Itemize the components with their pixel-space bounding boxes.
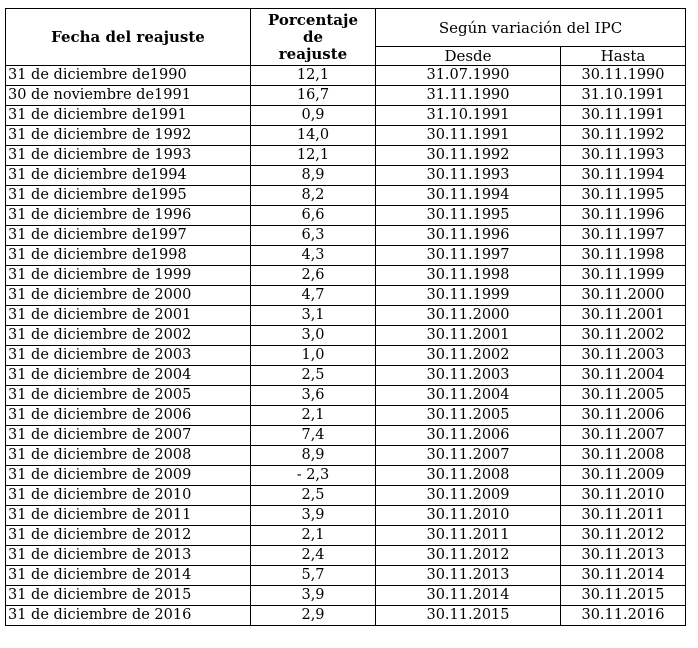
- cell-fecha: 31 de diciembre de 2015: [6, 586, 251, 606]
- cell-hasta: 30.11.1993: [561, 146, 686, 166]
- cell-porcentaje: 8,9: [251, 446, 376, 466]
- cell-desde: 31.11.1990: [376, 86, 561, 106]
- cell-hasta: 30.11.2001: [561, 306, 686, 326]
- cell-desde: 30.11.2003: [376, 366, 561, 386]
- cell-hasta: 30.11.2004: [561, 366, 686, 386]
- cell-hasta: 30.11.1996: [561, 206, 686, 226]
- cell-porcentaje: 2,5: [251, 366, 376, 386]
- cell-hasta: 30.11.1998: [561, 246, 686, 266]
- cell-hasta: 30.11.1995: [561, 186, 686, 206]
- cell-fecha: 31 de diciembre de1991: [6, 106, 251, 126]
- cell-desde: 30.11.2001: [376, 326, 561, 346]
- cell-porcentaje: 8,2: [251, 186, 376, 206]
- table-body: [6, 66, 686, 626]
- cell-porcentaje: 2,6: [251, 266, 376, 286]
- header-desde: Desde: [376, 47, 561, 66]
- cell-porcentaje: 8,9: [251, 166, 376, 186]
- cell-desde: 30.11.1991: [376, 126, 561, 146]
- cell-porcentaje: 3,1: [251, 306, 376, 326]
- cell-fecha: 31 de diciembre de1994: [6, 166, 251, 186]
- cell-porcentaje: 3,0: [251, 326, 376, 346]
- cell-desde: 30.11.2015: [376, 606, 561, 626]
- cell-desde: 30.11.2011: [376, 526, 561, 546]
- cell-desde: 30.11.2007: [376, 446, 561, 466]
- cell-porcentaje: 3,9: [251, 506, 376, 526]
- header-hasta: Hasta: [561, 47, 686, 66]
- cell-hasta: 30.11.2002: [561, 326, 686, 346]
- cell-desde: 30.11.1994: [376, 186, 561, 206]
- cell-porcentaje: 4,3: [251, 246, 376, 266]
- header-porcentaje-line2: de: [302, 27, 324, 46]
- cell-hasta: 30.11.2010: [561, 486, 686, 506]
- cell-porcentaje: 12,1: [251, 66, 376, 86]
- cell-hasta: 30.11.2016: [561, 606, 686, 626]
- cell-desde: 30.11.2005: [376, 406, 561, 426]
- cell-fecha: 31 de diciembre de 2013: [6, 546, 251, 566]
- table-row: [6, 226, 686, 246]
- table-row: [6, 106, 686, 126]
- table-row: [6, 446, 686, 466]
- table-row: [6, 526, 686, 546]
- cell-fecha: 31 de diciembre de 2010: [6, 486, 251, 506]
- cell-porcentaje: 1,0: [251, 346, 376, 366]
- cell-porcentaje: 12,1: [251, 146, 376, 166]
- table-row: [6, 406, 686, 426]
- cell-fecha: 31 de diciembre de 2008: [6, 446, 251, 466]
- cell-hasta: 30.11.2012: [561, 526, 686, 546]
- cell-porcentaje: 4,7: [251, 286, 376, 306]
- table-row: [6, 126, 686, 146]
- cell-hasta: 30.11.2013: [561, 546, 686, 566]
- table-row: [6, 326, 686, 346]
- cell-fecha: 31 de diciembre de 2011: [6, 506, 251, 526]
- cell-hasta: 30.11.2015: [561, 586, 686, 606]
- cell-fecha: 31 de diciembre de 2002: [6, 326, 251, 346]
- table-row: [6, 206, 686, 226]
- cell-porcentaje: 2,5: [251, 486, 376, 506]
- cell-desde: 30.11.2012: [376, 546, 561, 566]
- table-row: [6, 66, 686, 86]
- cell-hasta: 30.11.1997: [561, 226, 686, 246]
- table-row: [6, 606, 686, 626]
- cell-fecha: 31 de diciembre de 2016: [6, 606, 251, 626]
- cell-porcentaje: 6,6: [251, 206, 376, 226]
- header-fecha: Fecha del reajuste: [6, 9, 251, 66]
- cell-fecha: 31 de diciembre de 1993: [6, 146, 251, 166]
- cell-porcentaje: 6,3: [251, 226, 376, 246]
- cell-desde: 30.11.2014: [376, 586, 561, 606]
- table-row: [6, 186, 686, 206]
- table-row: [6, 586, 686, 606]
- table-row: [6, 566, 686, 586]
- header-row-top: [6, 9, 686, 47]
- cell-desde: 30.11.2008: [376, 466, 561, 486]
- header-porcentaje: [251, 9, 376, 66]
- cell-fecha: 31 de diciembre de 2004: [6, 366, 251, 386]
- cell-hasta: 30.11.2007: [561, 426, 686, 446]
- cell-porcentaje: 2,4: [251, 546, 376, 566]
- cell-porcentaje: 2,9: [251, 606, 376, 626]
- cell-hasta: 30.11.1990: [561, 66, 686, 86]
- cell-hasta: 30.11.2011: [561, 506, 686, 526]
- table-row: [6, 306, 686, 326]
- cell-fecha: 30 de noviembre de1991: [6, 86, 251, 106]
- cell-fecha: 31 de diciembre de1990: [6, 66, 251, 86]
- cell-desde: 30.11.2000: [376, 306, 561, 326]
- cell-desde: 30.11.1999: [376, 286, 561, 306]
- table-header: [6, 9, 686, 66]
- cell-porcentaje: 3,6: [251, 386, 376, 406]
- cell-fecha: 31 de diciembre de 2007: [6, 426, 251, 446]
- cell-fecha: 31 de diciembre de 1992: [6, 126, 251, 146]
- table-row: [6, 486, 686, 506]
- cell-desde: 30.11.1996: [376, 226, 561, 246]
- table-row: [6, 426, 686, 446]
- cell-hasta: 30.11.1994: [561, 166, 686, 186]
- reajuste-table: [5, 8, 686, 626]
- cell-hasta: 30.11.1991: [561, 106, 686, 126]
- table-row: [6, 386, 686, 406]
- cell-hasta: 30.11.2000: [561, 286, 686, 306]
- cell-desde: 30.11.1992: [376, 146, 561, 166]
- cell-porcentaje: 2,1: [251, 406, 376, 426]
- cell-fecha: 31 de diciembre de 2014: [6, 566, 251, 586]
- cell-desde: 30.11.1995: [376, 206, 561, 226]
- cell-desde: 31.07.1990: [376, 66, 561, 86]
- cell-porcentaje: 5,7: [251, 566, 376, 586]
- cell-desde: 30.11.1998: [376, 266, 561, 286]
- cell-desde: 30.11.2013: [376, 566, 561, 586]
- cell-hasta: 30.11.2006: [561, 406, 686, 426]
- cell-desde: 30.11.2006: [376, 426, 561, 446]
- cell-fecha: 31 de diciembre de 2006: [6, 406, 251, 426]
- cell-porcentaje: 0,9: [251, 106, 376, 126]
- cell-hasta: 30.11.2014: [561, 566, 686, 586]
- cell-desde: 30.11.1997: [376, 246, 561, 266]
- cell-fecha: 31 de diciembre de 2000: [6, 286, 251, 306]
- cell-hasta: 30.11.2008: [561, 446, 686, 466]
- cell-desde: 30.11.2010: [376, 506, 561, 526]
- table-row: [6, 86, 686, 106]
- table-row: [6, 246, 686, 266]
- cell-fecha: 31 de diciembre de 1999: [6, 266, 251, 286]
- cell-porcentaje: 2,1: [251, 526, 376, 546]
- table-row: [6, 366, 686, 386]
- cell-fecha: 31 de diciembre de1997: [6, 226, 251, 246]
- table-row: [6, 506, 686, 526]
- cell-desde: 30.11.2002: [376, 346, 561, 366]
- cell-fecha: 31 de diciembre de 2012: [6, 526, 251, 546]
- cell-desde: 31.10.1991: [376, 106, 561, 126]
- cell-hasta: 30.11.1999: [561, 266, 686, 286]
- table-row: [6, 546, 686, 566]
- cell-porcentaje: 16,7: [251, 86, 376, 106]
- table-row: [6, 466, 686, 486]
- cell-hasta: 30.11.2003: [561, 346, 686, 366]
- cell-fecha: 31 de diciembre de 2003: [6, 346, 251, 366]
- header-ipc: Según variación del IPC: [376, 9, 686, 47]
- cell-fecha: 31 de diciembre de1998: [6, 246, 251, 266]
- cell-hasta: 30.11.1992: [561, 126, 686, 146]
- cell-porcentaje: - 2,3: [251, 466, 376, 486]
- cell-hasta: 30.11.2005: [561, 386, 686, 406]
- cell-desde: 30.11.2004: [376, 386, 561, 406]
- cell-hasta: 31.10.1991: [561, 86, 686, 106]
- table-row: [6, 286, 686, 306]
- cell-porcentaje: 7,4: [251, 426, 376, 446]
- cell-hasta: 30.11.2009: [561, 466, 686, 486]
- cell-fecha: 31 de diciembre de 1996: [6, 206, 251, 226]
- cell-fecha: 31 de diciembre de 2009: [6, 466, 251, 486]
- cell-fecha: 31 de diciembre de 2005: [6, 386, 251, 406]
- header-porcentaje-line1: Porcentaje: [268, 10, 358, 29]
- table-row: [6, 266, 686, 286]
- cell-desde: 30.11.1993: [376, 166, 561, 186]
- header-porcentaje-line3: reajuste: [278, 44, 348, 63]
- cell-fecha: 31 de diciembre de 2001: [6, 306, 251, 326]
- table-row: [6, 146, 686, 166]
- cell-porcentaje: 14,0: [251, 126, 376, 146]
- cell-fecha: 31 de diciembre de1995: [6, 186, 251, 206]
- table-row: [6, 346, 686, 366]
- cell-porcentaje: 3,9: [251, 586, 376, 606]
- cell-desde: 30.11.2009: [376, 486, 561, 506]
- table-row: [6, 166, 686, 186]
